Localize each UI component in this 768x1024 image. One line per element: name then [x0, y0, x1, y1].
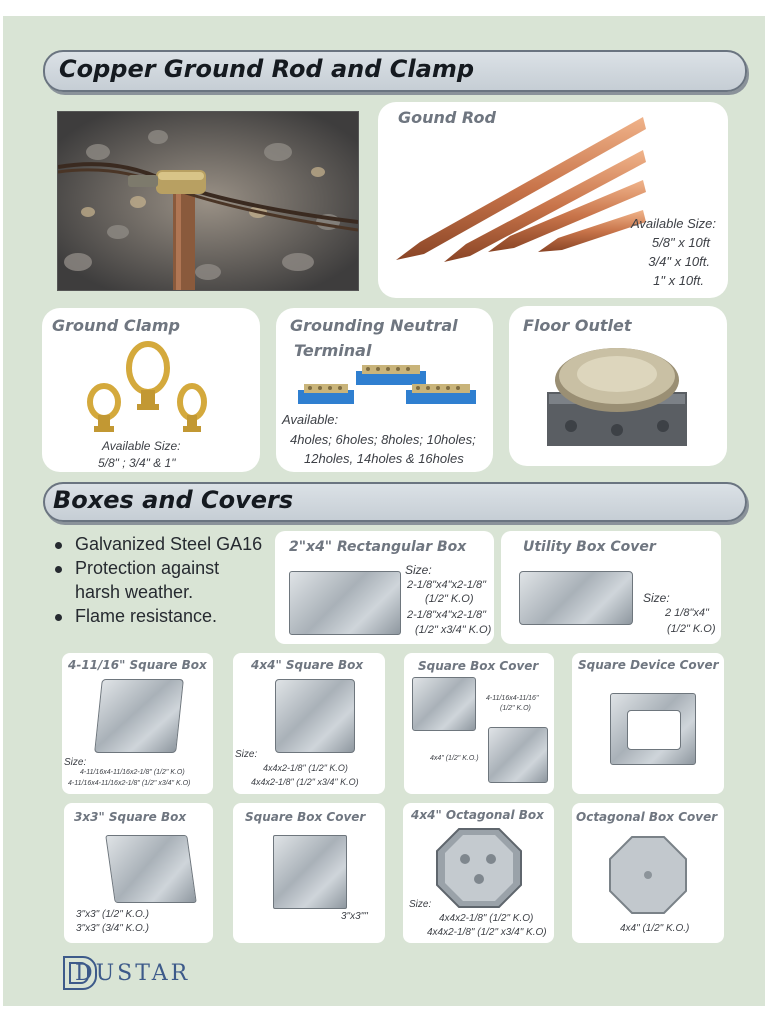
square-box-4-11-size-label: Size:	[64, 757, 87, 768]
octagonal-box-card	[403, 803, 554, 943]
utility-cover-image	[519, 571, 633, 625]
rect-box-size-label: Size:	[405, 563, 432, 577]
square-box-4-11-image	[94, 679, 184, 753]
octagonal-box-l2: 4x4x2-1/8" (1/2" x3/4" K.O)	[427, 927, 547, 938]
square-box-cover-small-image	[488, 727, 548, 783]
feature-item: Protection against	[51, 558, 271, 582]
ground-rod-title: Gound Rod	[398, 108, 496, 127]
section-title-boxes: Boxes and Covers	[53, 486, 294, 514]
ground-clamp-card	[42, 308, 260, 472]
utility-cover-card	[501, 531, 721, 644]
square-box-3x3-l1: 3"x3" (1/2" K.O.)	[76, 909, 149, 920]
neutral-terminal-image	[276, 308, 493, 472]
square-box-cover-large-image	[412, 677, 476, 731]
square-box-cover-3x3-l1: 3"x3""	[341, 911, 368, 922]
square-box-4-11-title: 4-11/16" Square Box	[68, 658, 207, 672]
octagonal-cover-l1: 4x4" (1/2" K.O.)	[620, 923, 690, 934]
rect-box-l1: 2-1/8"x4"x2-1/8"	[407, 579, 486, 591]
square-box-3x3-title: 3x3" Square Box	[74, 810, 187, 824]
square-box-3x3-card	[64, 803, 213, 943]
ground-rod-size-1: 5/8" x 10ft	[651, 235, 710, 250]
octagonal-box-l1: 4x4x2-1/8" (1/2" K.O)	[439, 913, 534, 924]
square-box-4x4-title: 4x4" Square Box	[251, 658, 364, 672]
utility-cover-l1: 2 1/8"x4"	[665, 607, 709, 619]
square-box-cover-3x3-card	[233, 803, 385, 943]
section-title-ground: Copper Ground Rod and Clamp	[59, 55, 475, 83]
rectangular-box-card	[275, 531, 494, 644]
square-box-4x4-card	[233, 653, 385, 794]
bullet-icon	[55, 566, 62, 573]
ground-rod-size-label: Available Size:	[630, 216, 716, 231]
ground-clamp-sizes: 5/8" ; 3/4" & 1"	[98, 456, 176, 470]
square-box-3x3-l2: 3"x3" (3/4" K.O.)	[76, 923, 149, 934]
rect-box-l4: (1/2" x3/4" K.O)	[415, 624, 492, 636]
square-box-cover-l2: (1/2" K.O)	[500, 705, 531, 712]
feature-item-continued: harsh weather.	[75, 582, 194, 602]
neutral-terminal-line1: 4holes; 6holes; 8holes; 10holes;	[290, 432, 476, 447]
utility-cover-title: Utility Box Cover	[523, 539, 656, 555]
ground-clamp-title: Ground Clamp	[52, 316, 180, 335]
square-box-4-11-l2: 4-11/16x4-11/16x2-1/8" (1/2" x3/4" K.O)	[68, 780, 191, 787]
dustar-logo	[63, 956, 193, 990]
floor-outlet-card	[509, 306, 727, 466]
square-box-4x4-image	[275, 679, 355, 753]
rect-box-l3: 2-1/8"x4"x2-1/8"	[407, 609, 486, 621]
catalog-page	[3, 16, 765, 1006]
square-device-cover-card	[572, 653, 724, 794]
ground-rod-size-2: 3/4" x 10ft.	[648, 254, 710, 269]
feature-item: Galvanized Steel GA16	[51, 534, 271, 558]
square-device-cover-title: Square Device Cover	[578, 658, 719, 672]
square-box-cover-3x3-image	[273, 835, 347, 909]
device-opening	[627, 710, 681, 750]
floor-outlet-image	[509, 306, 727, 466]
rectangular-box-image	[289, 571, 401, 635]
octagonal-cover-card	[572, 803, 724, 943]
square-box-4x4-l1: 4x4x2-1/8" (1/2" K.O)	[263, 763, 348, 773]
floor-outlet-title: Floor Outlet	[523, 316, 632, 335]
square-box-4-11-card	[62, 653, 213, 794]
octagonal-cover-image	[572, 803, 724, 943]
neutral-terminal-card	[276, 308, 493, 472]
square-box-4x4-l2: 4x4x2-1/8" (1/2" x3/4" K.O)	[251, 777, 359, 787]
ground-rod-clamp-photo	[57, 111, 359, 291]
octagonal-box-size-label: Size:	[409, 899, 432, 910]
logo-text: DUSTAR	[75, 961, 191, 986]
square-box-cover-l3: 4x4" (1/2" K.O.)	[430, 755, 479, 762]
bullet-icon	[55, 542, 62, 549]
rectangular-box-title: 2"x4" Rectangular Box	[289, 539, 467, 555]
square-box-cover-title: Square Box Cover	[418, 659, 539, 673]
feature-item: Flame resistance.	[51, 606, 271, 630]
square-device-cover-image	[610, 693, 696, 765]
ground-clamp-size-label: Available Size:	[102, 439, 181, 453]
square-box-cover-3x3-title: Square Box Cover	[245, 810, 366, 824]
octagonal-cover-title: Octagonal Box Cover	[576, 810, 718, 824]
bullet-icon	[55, 614, 62, 621]
ground-rod-card	[378, 102, 728, 298]
ground-rod-size-3: 1" x 10ft.	[653, 273, 704, 288]
square-box-cover-card	[404, 653, 554, 794]
neutral-terminal-available: Available:	[282, 412, 339, 427]
neutral-terminal-title-2: Terminal	[294, 341, 372, 360]
octagonal-box-title: 4x4" Octagonal Box	[411, 808, 544, 822]
neutral-terminal-title-1: Grounding Neutral	[290, 316, 458, 335]
utility-cover-size-label: Size:	[643, 591, 670, 605]
neutral-terminal-line2: 12holes, 14holes & 16holes	[304, 451, 464, 466]
section-banner-ground	[43, 50, 747, 92]
utility-cover-l2: (1/2" K.O)	[667, 623, 716, 635]
square-box-4-11-l1: 4-11/16x4-11/16x2-1/8" (1/2" K.O)	[80, 769, 185, 776]
square-box-cover-l1: 4-11/16x4-11/16"	[486, 695, 539, 702]
square-box-4x4-size-label: Size:	[235, 749, 258, 760]
feature-list	[51, 534, 271, 630]
square-box-3x3-image	[105, 835, 197, 903]
section-banner-boxes	[43, 482, 747, 522]
rect-box-l2: (1/2" K.O)	[425, 593, 474, 605]
